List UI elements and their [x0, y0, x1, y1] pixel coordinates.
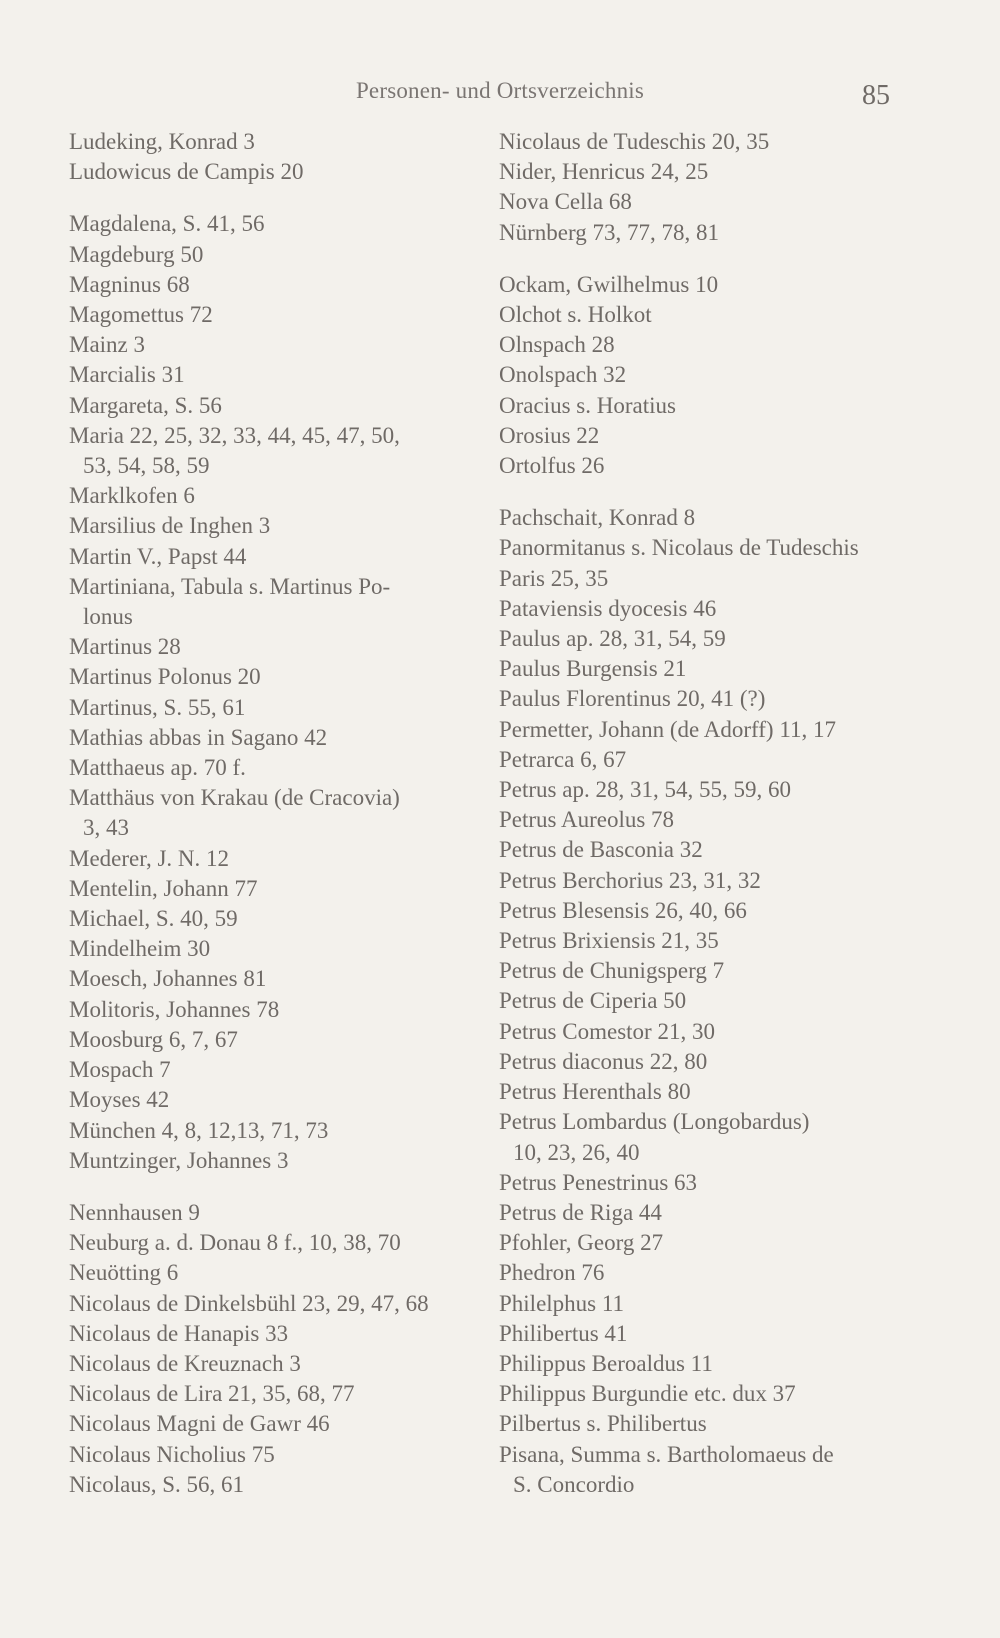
index-entry: Ludeking, Konrad 3 [69, 129, 255, 154]
index-entry: Petrarca 6, 67 [499, 746, 627, 772]
index-entry: Petrus diaconus 22, 80 [499, 1048, 708, 1074]
index-entry: Pisana, Summa s. Bartholomaeus de [499, 1441, 834, 1467]
index-entry: Matthäus von Krakau (de Cracovia) [69, 785, 400, 811]
index-entry: Nicolaus Magni de Gawr 46 [69, 1411, 330, 1437]
index-entry: Margareta, S. 56 [69, 392, 222, 418]
index-entry: Petrus Herenthals 80 [499, 1079, 691, 1105]
index-entry-continuation: 53, 54, 58, 59 [83, 453, 210, 479]
running-header: Personen- und Ortsverzeichnis [355, 78, 645, 103]
index-entry: Martinus 28 [69, 634, 181, 660]
index-entry: Pfohler, Georg 27 [499, 1230, 664, 1256]
section-gap [69, 187, 469, 209]
index-entry: Nicolaus de Kreuznach 3 [69, 1350, 301, 1376]
index-entry: Paulus Burgensis 21 [499, 656, 687, 682]
index-entry: Magdalena, S. 41, 56 [69, 211, 265, 237]
index-column-right [499, 127, 909, 1500]
index-entry: Mindelheim 30 [69, 936, 211, 962]
index-entry: Paulus Florentinus 20, 41 (?) [499, 686, 766, 712]
index-entry: Ockam, Gwilhelmus 10 [499, 271, 719, 297]
index-entry: Nicolaus Nicholius 75 [69, 1441, 275, 1467]
index-entry: Mentelin, Johann 77 [69, 875, 258, 901]
index-entry: Maria 22, 25, 32, 33, 44, 45, 47, 50, [69, 422, 400, 448]
index-column-left [69, 127, 469, 1500]
index-entry: Nicolaus, S. 56, 61 [69, 1471, 245, 1497]
index-entry: Petrus ap. 28, 31, 54, 55, 59, 60 [499, 777, 791, 803]
index-entry: Neuötting 6 [69, 1260, 179, 1286]
index-entry-continuation: 10, 23, 26, 40 [513, 1139, 640, 1165]
index-entry: Petrus de Basconia 32 [499, 837, 703, 863]
index-entry: Panormitanus s. Nicolaus de Tudeschis [499, 535, 859, 561]
index-entry: Petrus de Riga 44 [499, 1199, 662, 1225]
index-entry: Olchot s. Holkot [499, 302, 652, 328]
index-entry: Marsilius de Inghen 3 [69, 513, 271, 539]
index-entry: Philippus Burgundie etc. dux 37 [499, 1381, 796, 1407]
index-entry: Martinus, S. 55, 61 [69, 694, 246, 720]
index-entry: Pachschait, Konrad 8 [499, 505, 696, 531]
index-entry: Neuburg a. d. Donau 8 f., 10, 38, 70 [69, 1230, 401, 1256]
index-entry: Paris 25, 35 [499, 565, 609, 591]
index-entry: Martiniana, Tabula s. Martinus Po- [69, 573, 391, 599]
index-entry: Phedron 76 [499, 1260, 605, 1286]
index-entry: Philibertus 41 [499, 1320, 628, 1346]
index-entry: Moyses 42 [69, 1087, 170, 1113]
index-entry: Petrus Comestor 21, 30 [499, 1018, 715, 1044]
index-entry: Petrus Blesensis 26, 40, 66 [499, 897, 747, 923]
index-entry: Muntzinger, Johannes 3 [69, 1147, 289, 1173]
index-entry: Ortolfus 26 [499, 453, 605, 479]
index-entry: Nicolaus de Hanapis 33 [69, 1320, 289, 1346]
index-entry-continuation: 3, 43 [83, 815, 129, 841]
index-entry: Petrus Lombardus (Longobardus) [499, 1109, 810, 1135]
section-gap [499, 481, 909, 503]
index-entry: Pilbertus s. Philibertus [499, 1411, 707, 1437]
index-entry: Mederer, J. N. 12 [69, 845, 230, 871]
index-entry: Marcialis 31 [69, 362, 185, 388]
index-entry: Permetter, Johann (de Adorff) 11, 17 [499, 716, 836, 742]
index-entry: Petrus de Chunigsperg 7 [499, 958, 725, 984]
index-entry: Mospach 7 [69, 1057, 171, 1083]
page-number: 85 [862, 80, 890, 111]
index-entry: Mainz 3 [69, 332, 146, 358]
index-entry: Olnspach 28 [499, 332, 615, 358]
index-entry: Petrus de Ciperia 50 [499, 988, 687, 1014]
index-entry: Nicolaus de Lira 21, 35, 68, 77 [69, 1381, 355, 1407]
index-entry-continuation: lonus [83, 604, 133, 630]
index-entry: Philelphus 11 [499, 1290, 625, 1316]
index-entry: Moosburg 6, 7, 67 [69, 1026, 238, 1052]
index-entry: Matthaeus ap. 70 f. [69, 755, 246, 781]
index-entry: Martin V., Papst 44 [69, 543, 247, 569]
index-entry: Nürnberg 73, 77, 78, 81 [499, 219, 719, 245]
index-entry: Ludowicus de Campis 20 [69, 159, 304, 185]
index-entry: Magninus 68 [69, 271, 190, 297]
index-entry: Paulus ap. 28, 31, 54, 59 [499, 626, 726, 652]
index-entry: Michael, S. 40, 59 [69, 906, 238, 932]
index-entry: Nicolaus de Tudeschis 20, 35 [499, 129, 770, 154]
index-entry: Petrus Berchorius 23, 31, 32 [499, 867, 761, 893]
index-entry: Molitoris, Johannes 78 [69, 996, 280, 1022]
section-gap [69, 1176, 469, 1198]
index-entry: Onolspach 32 [499, 362, 627, 388]
index-entry: Petrus Aureolus 78 [499, 807, 675, 833]
index-entry: Nova Cella 68 [499, 189, 632, 215]
index-entry: Mathias abbas in Sagano 42 [69, 724, 328, 750]
index-entry: Moesch, Johannes 81 [69, 966, 267, 992]
index-entry: Magomettus 72 [69, 302, 213, 328]
index-entry: Martinus Polonus 20 [69, 664, 261, 690]
index-entry-continuation: S. Concordio [513, 1471, 635, 1497]
index-entry: Nennhausen 9 [69, 1199, 200, 1225]
index-entry: Marklkofen 6 [69, 483, 195, 509]
index-entry: Magdeburg 50 [69, 241, 204, 267]
index-entry: Orosius 22 [499, 422, 600, 448]
index-entry: Petrus Brixiensis 21, 35 [499, 928, 719, 954]
index-entry: Petrus Penestrinus 63 [499, 1169, 698, 1195]
index-entry: Pataviensis dyocesis 46 [499, 595, 717, 621]
index-entry: Oracius s. Horatius [499, 392, 676, 418]
index-entry: Nider, Henricus 24, 25 [499, 159, 709, 185]
index-entry: Philippus Beroaldus 11 [499, 1350, 713, 1376]
section-gap [499, 248, 909, 270]
index-entry: München 4, 8, 12,13, 71, 73 [69, 1117, 329, 1143]
index-entry: Nicolaus de Dinkelsbühl 23, 29, 47, 68 [69, 1290, 429, 1316]
